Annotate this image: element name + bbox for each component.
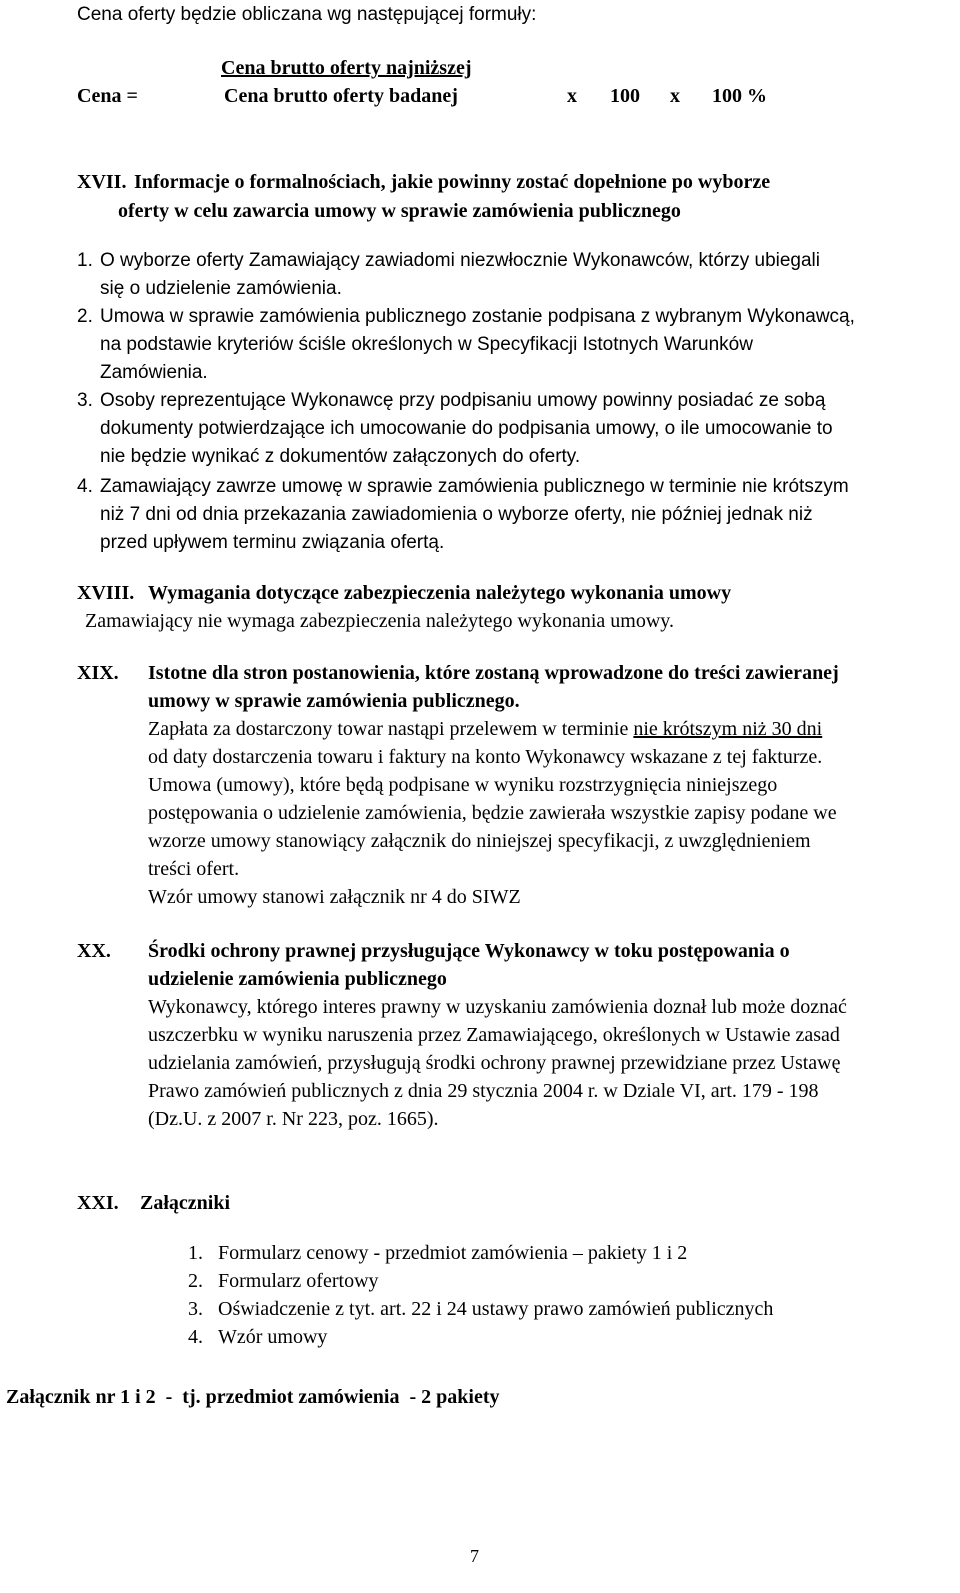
s17-item-line: O wyborze oferty Zamawiający zawiadomi niezwłocznie Wykonawców, którzy ubiegali <box>100 250 820 271</box>
section-19-p1-line1 <box>148 718 822 741</box>
section-17-title-line2: oferty w celu zawarcia umowy w sprawie zamówienia publicznego <box>118 200 681 222</box>
formula-label: Cena = <box>77 85 138 107</box>
s17-item-line: Umowa w sprawie zamówienia publicznego zostanie podpisana z wybranym Wykonawcą, <box>100 306 855 327</box>
attachment-item: Oświadczenie z tyt. art. 22 i 24 ustawy prawo zamówień publicznych <box>218 1298 774 1320</box>
section-20-title-line1: Środki ochrony prawnej przysługujące Wykonawcy w toku postępowania o <box>148 940 790 962</box>
attachment-item: Wzór umowy <box>218 1326 328 1348</box>
section-19-p3: Wzór umowy stanowi załącznik nr 4 do SIWZ <box>148 886 521 908</box>
s17-item-line: nie będzie wynikać z dokumentów załączonych do oferty. <box>100 446 581 467</box>
section-19-p2-line3: wzorze umowy stanowiący załącznik do niniejszej specyfikacji, z uwzględnieniem <box>148 830 811 852</box>
section-18-title: Wymagania dotyczące zabezpieczenia należytego wykonania umowy <box>148 582 732 604</box>
s17-item-number: 3. <box>77 390 93 411</box>
section-19-p2-line1: Umowa (umowy), które będą podpisane w wyniku rozstrzygnięcia niniejszego <box>148 774 778 796</box>
section-20-text-line: udzielania zamówień, przysługują środki ochrony prawnej przewidziane przez Ustawę <box>148 1052 841 1074</box>
attachment-number: 1. <box>188 1242 203 1264</box>
formula-percent: 100 % <box>712 85 767 107</box>
section-17-number: XVII. <box>77 171 127 193</box>
p1-underlined-term: nie krótszym niż 30 dni <box>633 718 823 740</box>
s17-item-line: na podstawie kryteriów ściśle określonych w Specyfikacji Istotnych Warunków <box>100 334 753 355</box>
s17-item-line: się o udzielenie zamówienia. <box>100 278 342 299</box>
attachment-item: Formularz ofertowy <box>218 1270 379 1292</box>
s17-item-line: Zamawiający zawrze umowę w sprawie zamówienia publicznego w terminie nie krótszym <box>100 476 849 497</box>
page-number: 7 <box>470 1546 479 1566</box>
attachment-number: 4. <box>188 1326 203 1348</box>
section-18-number: XVIII. <box>77 582 135 604</box>
attachment-item: Formularz cenowy - przedmiot zamówienia – pakiety 1 i 2 <box>218 1242 688 1264</box>
section-17-title-line1: Informacje o formalnościach, jakie powinny zostać dopełnione po wyborze <box>134 171 771 193</box>
s17-item-line: niż 7 dni od dnia przekazania zawiadomienia o wyborze oferty, nie później jednak niż <box>100 504 813 525</box>
s17-item-number: 2. <box>77 306 93 327</box>
section-19-p2-line2: postępowania o udzielenie zamówienia, będzie zawierała wszystkie zapisy podane we <box>148 802 837 824</box>
section-19-p1-line2: od daty dostarczenia towaru i faktury na konto Wykonawcy wskazane z tej fakturze. <box>148 746 823 768</box>
section-19-title-line2: umowy w sprawie zamówienia publicznego. <box>148 690 520 712</box>
section-21-title: Załączniki <box>140 1192 231 1214</box>
section-20-text-line: (Dz.U. z 2007 r. Nr 223, poz. 1665). <box>148 1108 439 1130</box>
formula-numerator: Cena brutto oferty najniższej <box>221 57 472 79</box>
attachment-number: 3. <box>188 1298 203 1320</box>
section-18-text: Zamawiający nie wymaga zabezpieczenia należytego wykonania umowy. <box>85 610 674 632</box>
attachment-number: 2. <box>188 1270 203 1292</box>
s17-item-line: Osoby reprezentujące Wykonawcę przy podpisaniu umowy powinny posiadać ze sobą <box>100 390 826 411</box>
formula-times-1: x <box>567 85 577 107</box>
section-19-number: XIX. <box>77 662 119 684</box>
section-20-text-line: Prawo zamówień publicznych z dnia 29 stycznia 2004 r. w Dziale VI, art. 179 - 198 <box>148 1080 819 1102</box>
annex-heading: Załącznik nr 1 i 2 - tj. przedmiot zamówienia - 2 pakiety <box>6 1386 500 1408</box>
section-20-text-line: Wykonawcy, którego interes prawny w uzyskaniu zamówienia doznał lub może doznać <box>148 996 847 1018</box>
formula-denominator: Cena brutto oferty badanej <box>224 85 458 107</box>
p1-text: Zapłata za dostarczony towar nastąpi przelewem w terminie <box>148 718 634 740</box>
section-19-p2-line4: treści ofert. <box>148 858 240 880</box>
s17-item-line: dokumenty potwierdzające ich umocowanie do podpisania umowy, o ile umocowanie to <box>100 418 833 439</box>
s17-item-line: Zamówienia. <box>100 362 208 383</box>
section-20-text-line: uszczerbku w wyniku naruszenia przez Zamawiającego, określonych w Ustawie zasad <box>148 1024 840 1046</box>
formula-times-2: x <box>670 85 680 107</box>
formula-intro: Cena oferty będzie obliczana wg następującej formuły: <box>77 4 537 25</box>
section-20-title-line2: udzielenie zamówienia publicznego <box>148 968 447 990</box>
section-19-title-line1: Istotne dla stron postanowienia, które zostaną wprowadzone do treści zawieranej <box>148 662 839 684</box>
s17-item-line: przed upływem terminu związania ofertą. <box>100 532 445 553</box>
formula-100: 100 <box>610 85 640 107</box>
section-21-number: XXI. <box>77 1192 119 1214</box>
section-20-number: XX. <box>77 940 111 962</box>
s17-item-number: 1. <box>77 250 93 271</box>
s17-item-number: 4. <box>77 476 93 497</box>
